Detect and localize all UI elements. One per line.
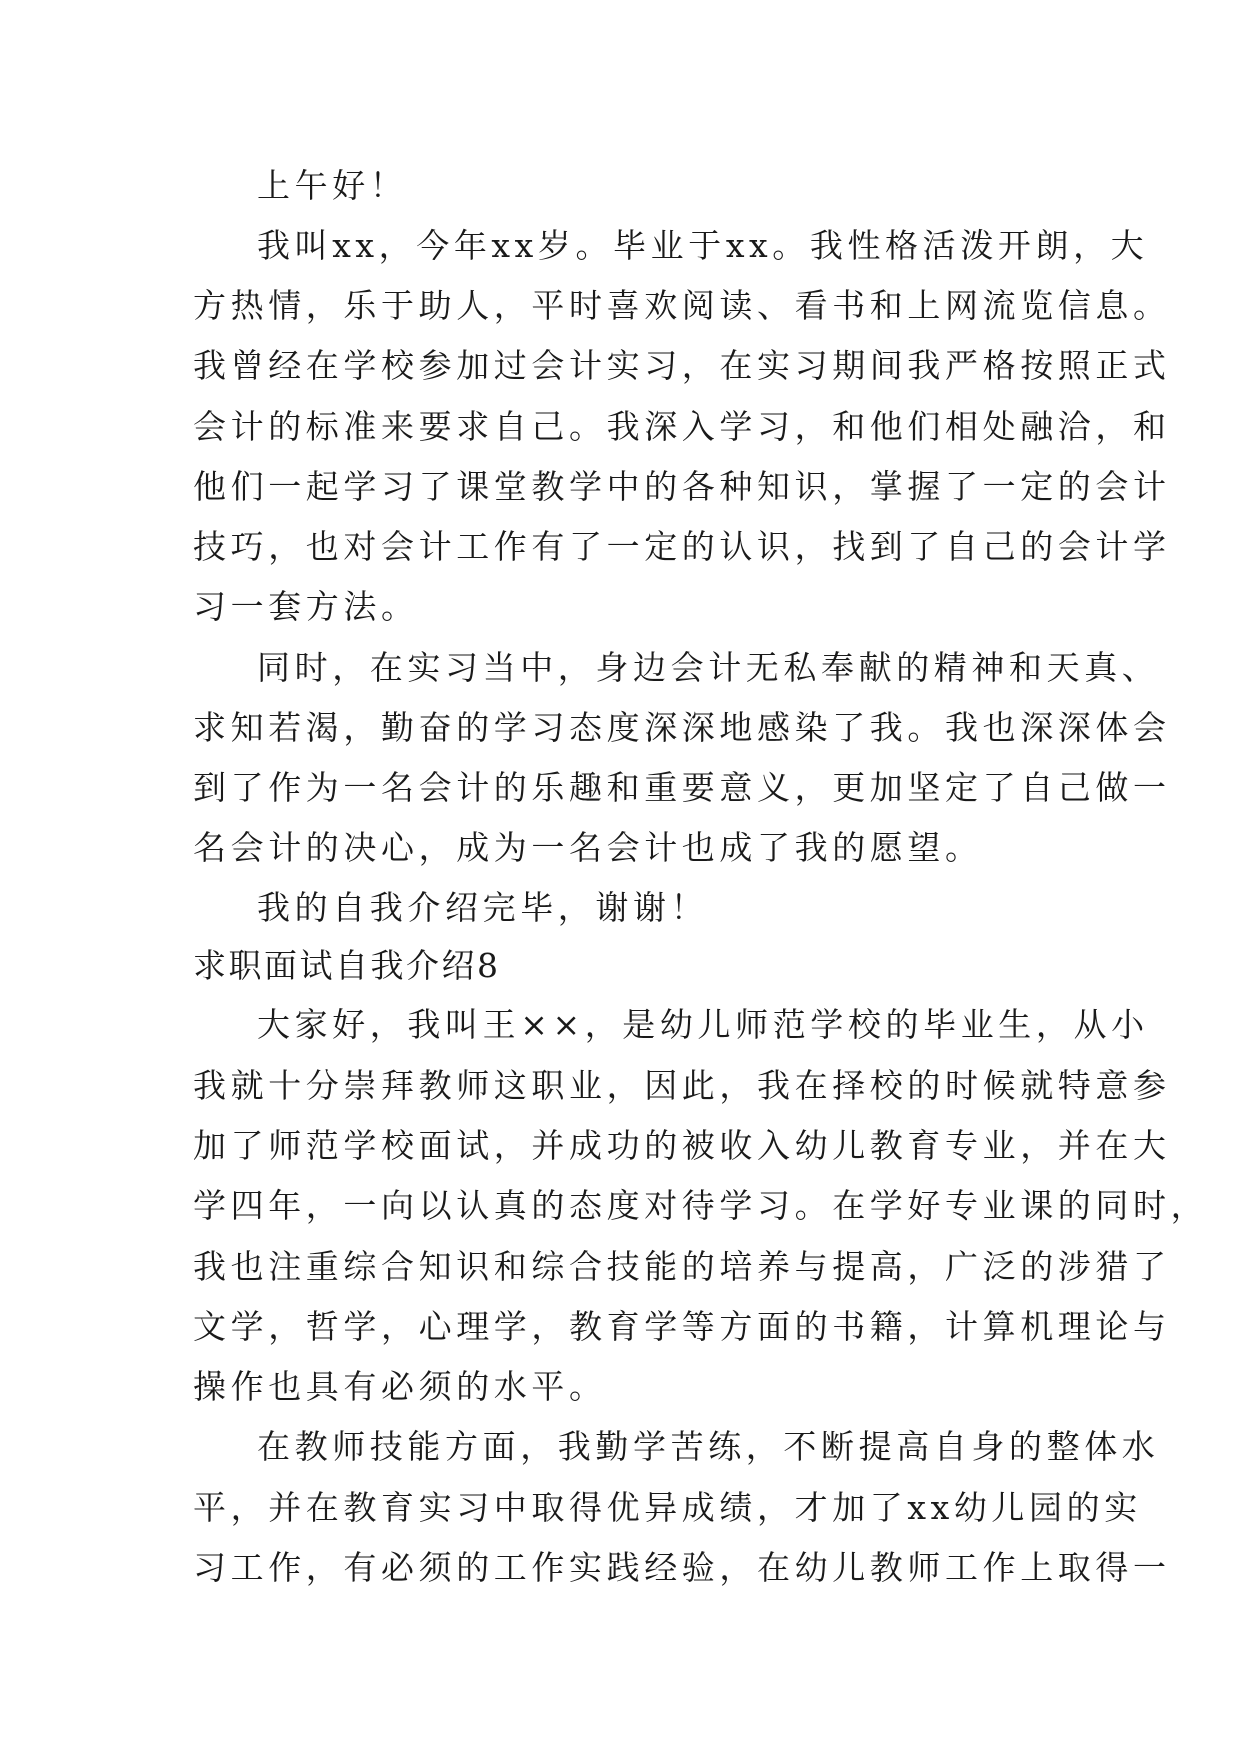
- paragraph-line: 求知若渴，勤奋的学习态度深深地感染了我。我也深深体会: [193, 708, 1171, 747]
- paragraph-line: 大家好，我叫王××，是幼儿师范学校的毕业生，从小: [257, 1005, 1149, 1044]
- paragraph-line: 学四年，一向以认真的态度对待学习。在学好专业课的同时，: [193, 1186, 1209, 1225]
- paragraph-line: 技巧，也对会计工作有了一定的认识，找到了自己的会计学: [193, 527, 1171, 566]
- paragraph-line: 习一套方法。: [193, 587, 419, 626]
- closing-line: 我的自我介绍完毕，谢谢！: [257, 888, 709, 927]
- paragraph-line: 平，并在教育实习中取得优异成绩，才加了xx幼儿园的实: [193, 1488, 1142, 1527]
- paragraph-line: 名会计的决心，成为一名会计也成了我的愿望。: [193, 828, 983, 867]
- paragraph-line: 会计的标准来要求自己。我深入学习，和他们相处融洽，和: [193, 407, 1171, 446]
- paragraph-line: 操作也具有必须的水平。: [193, 1367, 607, 1406]
- paragraph-line: 他们一起学习了课堂教学中的各种知识，掌握了一定的会计: [193, 467, 1171, 506]
- paragraph-line: 到了作为一名会计的乐趣和重要意义，更加坚定了自己做一: [193, 768, 1171, 807]
- paragraph-line: 在教师技能方面，我勤学苦练，不断提高自身的整体水: [257, 1427, 1160, 1466]
- paragraph-line: 加了师范学校面试，并成功的被收入幼儿教育专业，并在大: [193, 1126, 1171, 1165]
- paragraph-line: 文学，哲学，心理学，教育学等方面的书籍，计算机理论与: [193, 1307, 1171, 1346]
- paragraph-line: 我也注重综合知识和综合技能的培养与提高，广泛的涉猎了: [193, 1247, 1171, 1286]
- paragraph-line: 方热情，乐于助人，平时喜欢阅读、看书和上网流览信息。: [193, 286, 1171, 325]
- paragraph-line: 我曾经在学校参加过会计实习，在实习期间我严格按照正式: [193, 346, 1171, 385]
- paragraph-line: 我就十分崇拜教师这职业，因此，我在择校的时候就特意参: [193, 1066, 1171, 1105]
- greeting-line: 上午好！: [257, 166, 408, 205]
- paragraph-line: 我叫xx，今年xx岁。毕业于xx。我性格活泼开朗，大: [257, 226, 1149, 265]
- paragraph-line: 同时，在实习当中，身边会计无私奉献的精神和天真、: [257, 648, 1160, 687]
- paragraph-line: 习工作，有必须的工作实践经验，在幼儿教师工作上取得一: [193, 1548, 1171, 1587]
- section-heading: 求职面试自我介绍8: [193, 946, 501, 985]
